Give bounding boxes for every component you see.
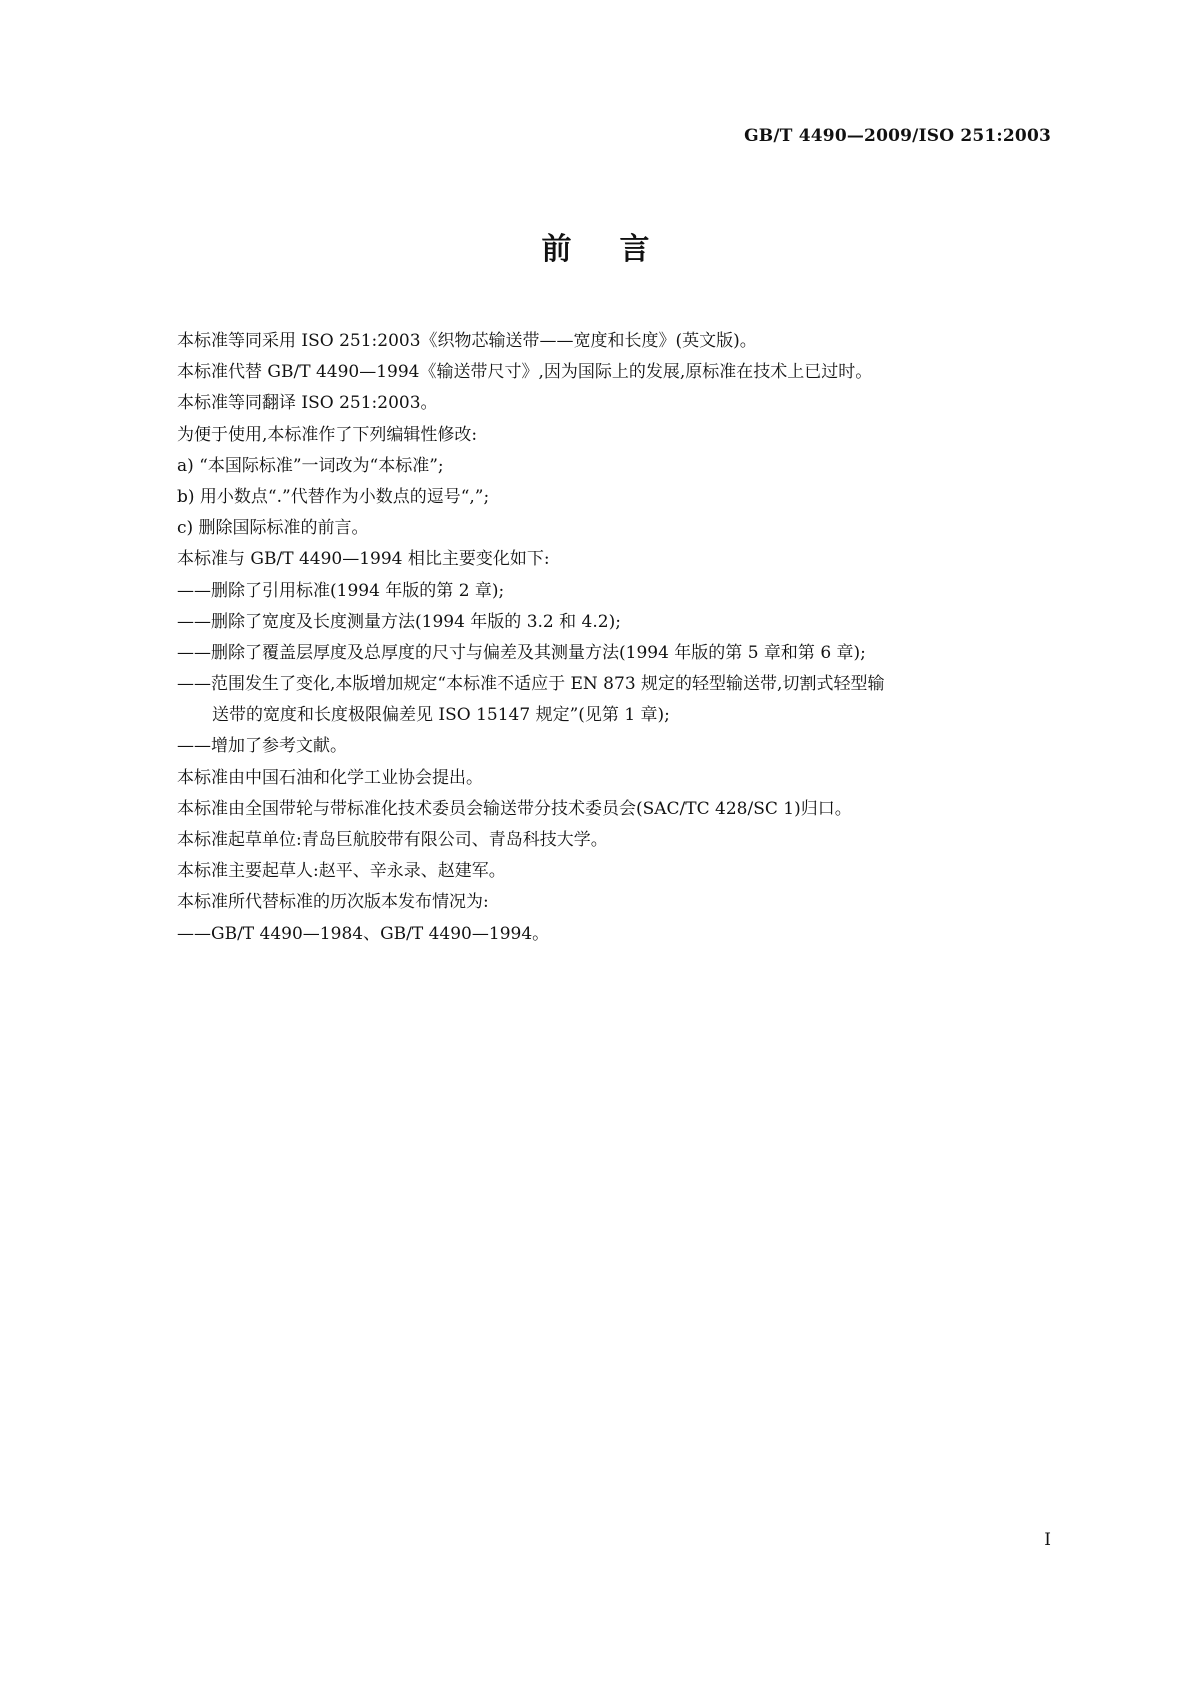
dash-item: ——增加了参考文献。 (177, 736, 347, 757)
dash-item: ——GB/T 4490—1984、GB/T 4490—1994。 (177, 923, 550, 944)
page-number: I (1044, 1530, 1051, 1550)
paragraph: 本标准所代替标准的历次版本发布情况为: (177, 892, 489, 913)
paragraph: 本标准起草单位:青岛巨航胶带有限公司、青岛科技大学。 (177, 830, 608, 850)
list-item: a) “本国际标准”一词改为“本标准”; (177, 455, 444, 476)
paragraph: 本标准主要起草人:赵平、辛永录、赵建军。 (177, 861, 506, 882)
paragraph: 本标准与 GB/T 4490—1994 相比主要变化如下: (177, 549, 550, 570)
list-item: c) 删除国际标准的前言。 (177, 518, 369, 539)
paragraph: 本标准由全国带轮与带标准化技术委员会输送带分技术委员会(SAC/TC 428/SC 1)归口。 (177, 798, 852, 819)
paragraph: 本标准等同采用 ISO 251:2003《织物芯输送带——宽度和长度》(英文版)。 (177, 331, 757, 351)
standard-number: GB/T 4490—2009/ISO 251:2003 (744, 126, 1051, 146)
paragraph: 为便于使用,本标准作了下列编辑性修改: (177, 424, 478, 445)
paragraph: 本标准等同翻译 ISO 251:2003。 (177, 393, 438, 414)
dash-item: ——删除了引用标准(1994 年版的第 2 章); (177, 580, 505, 601)
dash-item-continuation: 送带的宽度和长度极限偏差见 ISO 15147 规定”(见第 1 章); (212, 705, 670, 726)
paragraph: 本标准代替 GB/T 4490—1994《输送带尺寸》,因为国际上的发展,原标准在技术上已过时。 (177, 362, 873, 383)
dash-item: ——删除了宽度及长度测量方法(1994 年版的 3.2 和 4.2); (177, 611, 621, 632)
dash-item: ——范围发生了变化,本版增加规定“本标准不适应于 EN 873 规定的轻型输送带,切割式轻型输 (177, 674, 885, 695)
paragraph: 本标准由中国石油和化学工业协会提出。 (177, 767, 483, 788)
foreword-body (177, 326, 1057, 950)
page-title: 前言 (541, 232, 698, 267)
list-item: b) 用小数点“.”代替作为小数点的逗号“,”; (177, 486, 490, 507)
dash-item: ——删除了覆盖层厚度及总厚度的尺寸与偏差及其测量方法(1994 年版的第 5 章和第 6 章); (177, 642, 866, 663)
